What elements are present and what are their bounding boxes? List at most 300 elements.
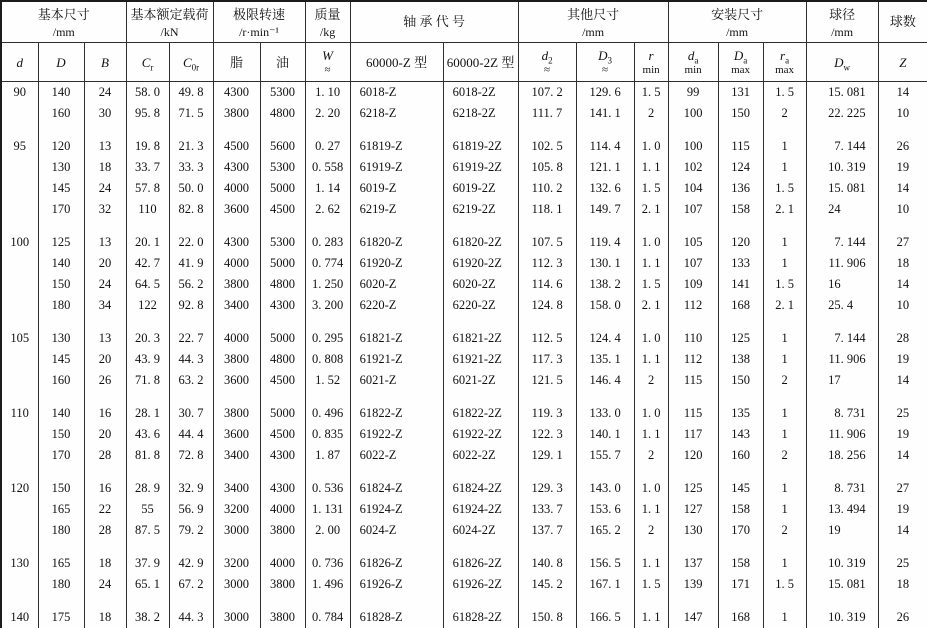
table-cell: 24 (806, 199, 878, 220)
table-cell: 1 (763, 232, 806, 253)
gap-cell (763, 316, 806, 328)
table-cell: 6018-2Z (443, 82, 518, 104)
table-row (1, 499, 927, 520)
d-cell (1, 274, 38, 295)
table-cell: 3200 (213, 499, 260, 520)
gap-cell (350, 124, 443, 136)
table-cell: 25. 4 (806, 295, 878, 316)
table-cell: 150. 8 (518, 607, 576, 628)
table-row (1, 349, 927, 370)
column-group-header: 其他尺寸 /mm (518, 1, 668, 43)
gap-cell (169, 316, 213, 328)
table-cell: 136 (718, 178, 763, 199)
d-cell (1, 157, 38, 178)
gap-cell (718, 220, 763, 232)
table-cell: 6021-2Z (443, 370, 518, 391)
gap-cell (260, 391, 305, 403)
table-cell: 87. 5 (126, 520, 169, 541)
table-cell: 43. 6 (126, 424, 169, 445)
table-row (1, 136, 927, 157)
column-header: r min (634, 43, 668, 82)
gap-cell (169, 595, 213, 607)
gap-cell (634, 466, 668, 478)
table-cell: 10 (878, 103, 927, 124)
gap-cell (305, 391, 350, 403)
table-cell: 0. 736 (305, 553, 350, 574)
gap-cell (350, 391, 443, 403)
column-group-header: 质量 /kg (305, 1, 350, 43)
table-cell: 133 (718, 253, 763, 274)
table-cell: 1. 5 (763, 274, 806, 295)
column-header: $r_a$ max (763, 43, 806, 82)
table-cell: 61821-2Z (443, 328, 518, 349)
d-cell (1, 445, 38, 466)
table-cell: 146. 4 (576, 370, 634, 391)
table-cell: 158. 0 (576, 295, 634, 316)
table-cell: 3800 (213, 103, 260, 124)
table-cell: 28. 9 (126, 478, 169, 499)
table-cell: 135 (718, 403, 763, 424)
table-cell: 55 (126, 499, 169, 520)
table-cell: 180 (38, 520, 84, 541)
table-cell: 26 (84, 370, 126, 391)
table-cell: 6022-2Z (443, 445, 518, 466)
gap-cell (1, 391, 38, 403)
table-cell: 24 (84, 574, 126, 595)
table-cell: 34 (84, 295, 126, 316)
table-cell: 15. 081 (806, 574, 878, 595)
d-cell (1, 349, 38, 370)
table-cell: 4300 (213, 232, 260, 253)
table-cell: 20. 3 (126, 328, 169, 349)
table-cell: 56. 2 (169, 274, 213, 295)
table-cell: 25 (878, 553, 927, 574)
table-cell: 120 (668, 445, 718, 466)
table-cell: 0. 784 (305, 607, 350, 628)
gap-cell (806, 541, 878, 553)
gap-cell (634, 124, 668, 136)
table-row (1, 82, 927, 104)
table-cell: 1. 250 (305, 274, 350, 295)
gap-cell (213, 124, 260, 136)
table-cell: 125 (718, 328, 763, 349)
table-cell: 22 (84, 499, 126, 520)
table-cell: 150 (718, 370, 763, 391)
table-cell: 1. 5 (634, 574, 668, 595)
table-cell: 4500 (213, 136, 260, 157)
column-header: Z (878, 43, 927, 82)
table-cell: 13 (84, 232, 126, 253)
gap-cell (634, 541, 668, 553)
gap-cell (518, 124, 576, 136)
table-cell: 61924-2Z (443, 499, 518, 520)
gap-cell (518, 595, 576, 607)
group-gap-row (1, 124, 927, 136)
gap-cell (634, 391, 668, 403)
table-cell: 32. 9 (169, 478, 213, 499)
table-cell: 150 (718, 103, 763, 124)
gap-cell (126, 595, 169, 607)
column-header: W ≈ (305, 43, 350, 82)
table-cell: 2. 62 (305, 199, 350, 220)
table-cell: 1 (763, 499, 806, 520)
table-row (1, 199, 927, 220)
table-cell: 2 (634, 520, 668, 541)
table-cell: 118. 1 (518, 199, 576, 220)
gap-cell (1, 541, 38, 553)
table-cell: 61820-2Z (443, 232, 518, 253)
table-cell: 3600 (213, 424, 260, 445)
column-header: $C_{0r}$ (169, 43, 213, 82)
table-cell: 1. 5 (763, 178, 806, 199)
table-cell: 130 (668, 520, 718, 541)
table-cell: 1. 131 (305, 499, 350, 520)
table-cell: 124. 8 (518, 295, 576, 316)
table-cell: 1 (763, 349, 806, 370)
table-cell: 3400 (213, 478, 260, 499)
d-cell: 110 (1, 403, 38, 424)
table-cell: 11. 906 (806, 349, 878, 370)
table-cell: 1. 52 (305, 370, 350, 391)
gap-cell (518, 220, 576, 232)
table-cell: 129. 3 (518, 478, 576, 499)
table-cell: 71. 8 (126, 370, 169, 391)
table-cell: 27 (878, 232, 927, 253)
table-cell: 124 (718, 157, 763, 178)
table-cell: 2 (763, 520, 806, 541)
gap-cell (668, 220, 718, 232)
table-cell: 2. 1 (634, 295, 668, 316)
table-cell: 14 (878, 445, 927, 466)
table-cell: 13. 494 (806, 499, 878, 520)
table-cell: 156. 5 (576, 553, 634, 574)
table-cell: 61819-Z (350, 136, 443, 157)
table-cell: 50. 0 (169, 178, 213, 199)
table-cell: 180 (38, 295, 84, 316)
gap-cell (576, 220, 634, 232)
table-cell: 1. 1 (634, 349, 668, 370)
table-cell: 105. 8 (518, 157, 576, 178)
table-cell: 0. 558 (305, 157, 350, 178)
table-cell: 145 (38, 349, 84, 370)
gap-cell (443, 124, 518, 136)
table-cell: 4300 (260, 445, 305, 466)
table-row (1, 232, 927, 253)
table-cell: 19 (806, 520, 878, 541)
gap-cell (763, 220, 806, 232)
column-header: d (1, 43, 38, 82)
gap-cell (260, 220, 305, 232)
gap-cell (305, 316, 350, 328)
table-cell: 2 (634, 103, 668, 124)
table-cell: 138. 2 (576, 274, 634, 295)
table-cell: 26 (878, 136, 927, 157)
table-cell: 158 (718, 553, 763, 574)
table-cell: 18 (878, 253, 927, 274)
table-cell: 6019-2Z (443, 178, 518, 199)
column-header: 60000-Z 型 (350, 43, 443, 82)
table-cell: 135. 1 (576, 349, 634, 370)
table-cell: 150 (38, 478, 84, 499)
column-header: 脂 (213, 43, 260, 82)
table-cell: 107 (668, 199, 718, 220)
table-cell: 49. 8 (169, 82, 213, 104)
table-cell: 168 (718, 295, 763, 316)
gap-cell (576, 124, 634, 136)
gap-cell (668, 316, 718, 328)
table-cell: 3800 (213, 403, 260, 424)
group-gap-row (1, 391, 927, 403)
table-cell: 112. 3 (518, 253, 576, 274)
gap-cell (763, 124, 806, 136)
header-symbol-row (1, 43, 927, 82)
gap-cell (718, 466, 763, 478)
table-cell: 3400 (213, 295, 260, 316)
table-cell: 57. 8 (126, 178, 169, 199)
table-cell: 5000 (260, 253, 305, 274)
table-row (1, 253, 927, 274)
table-cell: 61920-2Z (443, 253, 518, 274)
d-cell (1, 520, 38, 541)
gap-cell (213, 541, 260, 553)
table-cell: 14 (878, 178, 927, 199)
gap-cell (1, 595, 38, 607)
gap-cell (169, 466, 213, 478)
d-cell: 105 (1, 328, 38, 349)
gap-cell (576, 466, 634, 478)
table-cell: 3800 (260, 607, 305, 628)
table-cell: 95. 8 (126, 103, 169, 124)
gap-cell (576, 541, 634, 553)
table-cell: 20 (84, 349, 126, 370)
table-cell: 4800 (260, 274, 305, 295)
table-cell: 1. 496 (305, 574, 350, 595)
table-cell: 3800 (213, 349, 260, 370)
table-cell: 133. 0 (576, 403, 634, 424)
table-cell: 2 (634, 445, 668, 466)
gap-cell (84, 541, 126, 553)
group-gap-row (1, 595, 927, 607)
d-cell (1, 370, 38, 391)
table-cell: 143 (718, 424, 763, 445)
d-cell: 100 (1, 232, 38, 253)
gap-cell (718, 124, 763, 136)
table-cell: 1. 0 (634, 403, 668, 424)
table-cell: 2. 1 (763, 295, 806, 316)
table-cell: 19 (878, 424, 927, 445)
table-cell: 16 (806, 274, 878, 295)
table-cell: 1 (763, 553, 806, 574)
table-cell: 170 (38, 199, 84, 220)
table-cell: 130 (38, 328, 84, 349)
table-row (1, 103, 927, 124)
table-cell: 4300 (213, 82, 260, 104)
table-cell: 149. 7 (576, 199, 634, 220)
table-cell: 42. 9 (169, 553, 213, 574)
table-cell: 104 (668, 178, 718, 199)
table-cell: 0. 27 (305, 136, 350, 157)
gap-cell (878, 466, 927, 478)
gap-cell (38, 316, 84, 328)
table-cell: 155. 7 (576, 445, 634, 466)
d-cell: 90 (1, 82, 38, 104)
table-row (1, 574, 927, 595)
table-cell: 33. 7 (126, 157, 169, 178)
table-cell: 1. 0 (634, 232, 668, 253)
table-cell: 20. 1 (126, 232, 169, 253)
table-cell: 10. 319 (806, 607, 878, 628)
table-cell: 61926-Z (350, 574, 443, 595)
gap-cell (806, 391, 878, 403)
gap-cell (518, 541, 576, 553)
table-cell: 141 (718, 274, 763, 295)
table-cell: 61826-2Z (443, 553, 518, 574)
table-cell: 5300 (260, 157, 305, 178)
table-cell: 4300 (260, 295, 305, 316)
gap-cell (443, 541, 518, 553)
table-cell: 105 (668, 232, 718, 253)
table-cell: 122. 3 (518, 424, 576, 445)
table-cell: 1. 1 (634, 553, 668, 574)
table-cell: 5600 (260, 136, 305, 157)
gap-cell (126, 541, 169, 553)
header-group-row (1, 1, 927, 43)
table-cell: 138 (718, 349, 763, 370)
table-cell: 1 (763, 253, 806, 274)
table-cell: 18. 256 (806, 445, 878, 466)
table-cell: 102. 5 (518, 136, 576, 157)
table-cell: 2. 1 (763, 199, 806, 220)
table-cell: 4000 (260, 553, 305, 574)
table-cell: 44. 3 (169, 607, 213, 628)
table-cell: 28 (84, 520, 126, 541)
group-gap-row (1, 541, 927, 553)
table-cell: 18 (84, 157, 126, 178)
gap-cell (718, 316, 763, 328)
gap-cell (213, 595, 260, 607)
gap-cell (443, 220, 518, 232)
gap-cell (350, 220, 443, 232)
gap-cell (668, 541, 718, 553)
table-cell: 38. 2 (126, 607, 169, 628)
table-cell: 10 (878, 199, 927, 220)
table-cell: 21. 3 (169, 136, 213, 157)
table-cell: 153. 6 (576, 499, 634, 520)
table-cell: 160 (38, 103, 84, 124)
table-cell: 127 (668, 499, 718, 520)
table-cell: 4800 (260, 349, 305, 370)
table-cell: 167. 1 (576, 574, 634, 595)
table-cell: 16 (84, 403, 126, 424)
table-cell: 3000 (213, 574, 260, 595)
table-cell: 61821-Z (350, 328, 443, 349)
table-cell: 5000 (260, 178, 305, 199)
gap-cell (169, 220, 213, 232)
table-cell: 141. 1 (576, 103, 634, 124)
table-cell: 6024-Z (350, 520, 443, 541)
table-cell: 117 (668, 424, 718, 445)
column-header: 油 (260, 43, 305, 82)
table-cell: 61922-Z (350, 424, 443, 445)
gap-cell (878, 316, 927, 328)
table-cell: 28. 1 (126, 403, 169, 424)
table-cell: 125 (38, 232, 84, 253)
table-cell: 143. 0 (576, 478, 634, 499)
gap-cell (38, 220, 84, 232)
table-cell: 61924-Z (350, 499, 443, 520)
table-cell: 5000 (260, 403, 305, 424)
table-row (1, 607, 927, 628)
table-cell: 65. 1 (126, 574, 169, 595)
table-cell: 0. 283 (305, 232, 350, 253)
table-cell: 43. 9 (126, 349, 169, 370)
d-cell (1, 178, 38, 199)
gap-cell (443, 316, 518, 328)
gap-cell (518, 316, 576, 328)
table-cell: 120 (38, 136, 84, 157)
gap-cell (38, 391, 84, 403)
table-cell: 166. 5 (576, 607, 634, 628)
table-cell: 4000 (260, 499, 305, 520)
table-cell: 42. 7 (126, 253, 169, 274)
gap-cell (305, 124, 350, 136)
table-cell: 13 (84, 136, 126, 157)
column-group-header: 基本额定载荷 /kN (126, 1, 213, 43)
table-cell: 6020-Z (350, 274, 443, 295)
d-cell: 120 (1, 478, 38, 499)
table-cell: 4500 (260, 370, 305, 391)
table-cell: 17 (806, 370, 878, 391)
table-cell: 145. 2 (518, 574, 576, 595)
table-cell: 180 (38, 574, 84, 595)
gap-cell (718, 541, 763, 553)
table-cell: 18 (84, 553, 126, 574)
table-cell: 58. 0 (126, 82, 169, 104)
table-cell: 2 (634, 370, 668, 391)
table-cell: 3000 (213, 520, 260, 541)
table-cell: 145 (718, 478, 763, 499)
table-cell: 0. 774 (305, 253, 350, 274)
gap-cell (169, 124, 213, 136)
table-cell: 137 (668, 553, 718, 574)
table-cell: 1 (763, 403, 806, 424)
table-cell: 1 (763, 136, 806, 157)
gap-cell (763, 391, 806, 403)
gap-cell (213, 466, 260, 478)
table-cell: 110 (668, 328, 718, 349)
table-cell: 2. 1 (634, 199, 668, 220)
table-cell: 24 (84, 82, 126, 104)
table-cell: 1. 0 (634, 478, 668, 499)
gap-cell (763, 541, 806, 553)
table-cell: 4500 (260, 199, 305, 220)
table-cell: 112 (668, 295, 718, 316)
table-cell: 6020-2Z (443, 274, 518, 295)
table-cell: 137. 7 (518, 520, 576, 541)
d-cell: 95 (1, 136, 38, 157)
column-header: $d_2$ ≈ (518, 43, 576, 82)
table-row (1, 370, 927, 391)
table-cell: 6219-2Z (443, 199, 518, 220)
table-cell: 3. 200 (305, 295, 350, 316)
gap-cell (576, 595, 634, 607)
table-cell: 140. 8 (518, 553, 576, 574)
table-row (1, 178, 927, 199)
table-cell: 22. 7 (169, 328, 213, 349)
table-cell: 1. 0 (634, 328, 668, 349)
table-cell: 61926-2Z (443, 574, 518, 595)
table-cell: 140 (38, 403, 84, 424)
